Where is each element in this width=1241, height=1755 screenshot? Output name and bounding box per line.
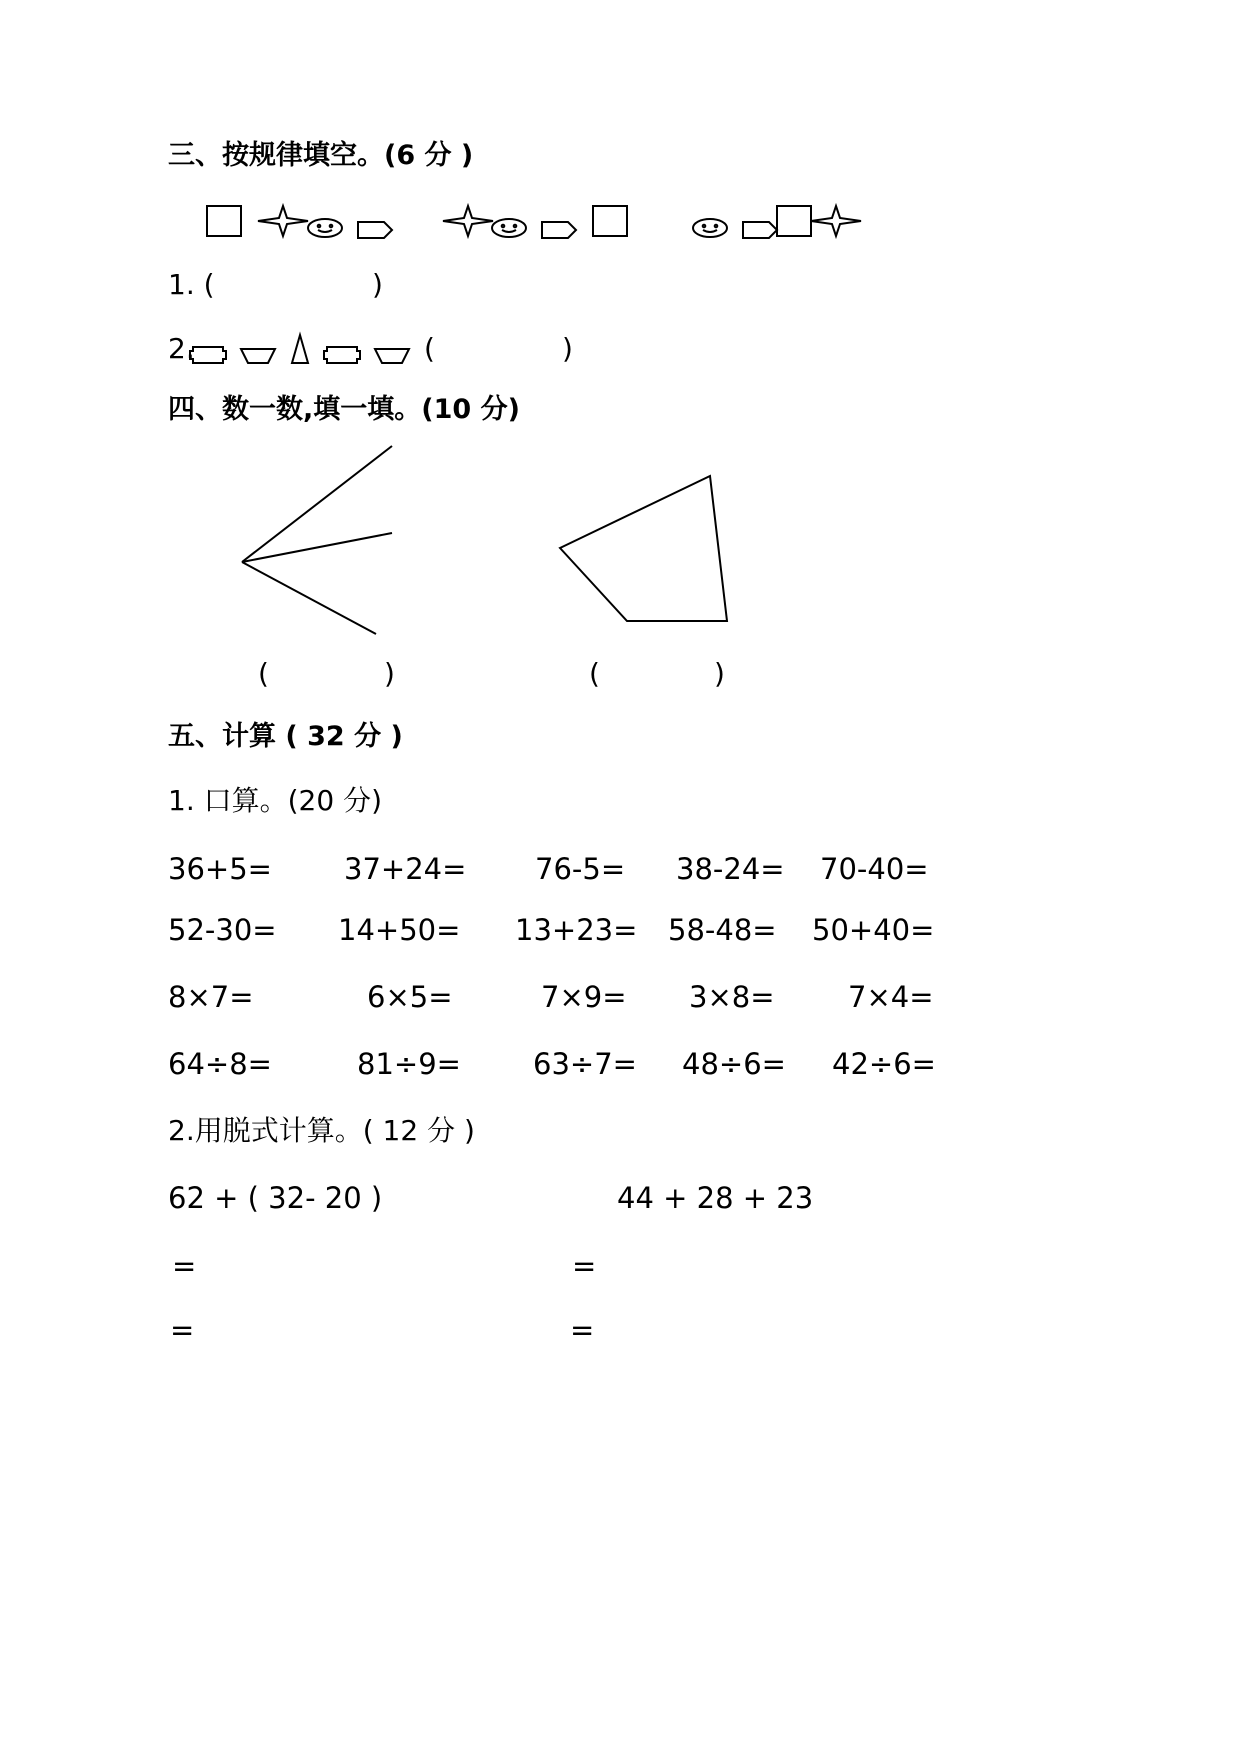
oral-problem: 50+40= [812, 913, 935, 947]
section3-title: 三、按规律填空。(6 分 ) [168, 140, 474, 171]
stepwise-problem: 62 + ( 32- 20 ) [168, 1181, 383, 1215]
answer1-close-paren: ) [384, 657, 395, 690]
smiley-ellipse-icon [307, 218, 343, 238]
q2-label: 2. [168, 332, 195, 365]
answer2-close-paren: ) [714, 657, 725, 690]
four-point-star-icon [442, 205, 494, 237]
oral-problem: 63÷7= [533, 1047, 637, 1081]
oral-problem: 38-24= [676, 852, 785, 886]
oral-problem: 37+24= [344, 852, 467, 886]
q1-label: 1. ( [168, 268, 215, 301]
oral-problem: 7×9= [541, 980, 627, 1014]
pentagon-arrow-icon [357, 221, 393, 239]
q2-open-paren: ( [424, 332, 435, 365]
oral-problem: 7×4= [848, 980, 934, 1014]
oral-problem: 52-30= [168, 913, 277, 947]
oral-problem: 58-48= [668, 913, 777, 947]
oral-calc-title: 1. 口算。(20 分) [168, 784, 382, 817]
answer2-open-paren: ( [589, 657, 600, 690]
four-point-star-icon [257, 205, 309, 237]
angle-rays-figure [230, 440, 400, 640]
q1-close-paren: ) [372, 268, 383, 301]
oral-problem: 3×8= [689, 980, 775, 1014]
oral-problem: 14+50= [338, 913, 461, 947]
square-icon [776, 205, 812, 237]
equals-step: = [172, 1249, 197, 1283]
four-point-star-icon [810, 205, 862, 237]
section5-title: 五、计算 ( 32 分 ) [168, 721, 403, 752]
section4-title: 四、数一数,填一填。(10 分) [168, 394, 520, 425]
square-icon [206, 205, 242, 237]
equals-step: = [572, 1249, 597, 1283]
oral-problem: 64÷8= [168, 1047, 272, 1081]
oral-problem: 42÷6= [832, 1047, 936, 1081]
square-icon [592, 205, 628, 237]
oral-problem: 70-40= [820, 852, 929, 886]
oral-problem: 8×7= [168, 980, 254, 1014]
stepwise-calc-title: 2.用脱式计算。( 12 分 ) [168, 1114, 475, 1147]
oral-problem: 81÷9= [357, 1047, 461, 1081]
oral-problem: 76-5= [535, 852, 626, 886]
oral-problem: 13+23= [515, 913, 638, 947]
stepwise-problem: 44 + 28 + 23 [617, 1181, 814, 1215]
equals-step: = [170, 1313, 195, 1347]
q2-close-paren: ) [562, 332, 573, 365]
oral-problem: 36+5= [168, 852, 272, 886]
oral-problem: 48÷6= [682, 1047, 786, 1081]
pentagon-arrow-icon [742, 221, 778, 239]
answer1-open-paren: ( [258, 657, 269, 690]
oral-problem: 6×5= [367, 980, 453, 1014]
pentagon-arrow-icon [541, 221, 577, 239]
smiley-ellipse-icon [491, 218, 527, 238]
trapezoid-icon [240, 348, 276, 364]
notched-rect-icon [323, 346, 361, 364]
triangle-icon [291, 334, 309, 364]
smiley-ellipse-icon [692, 218, 728, 238]
equals-step: = [570, 1313, 595, 1347]
quadrilateral-figure [552, 470, 737, 630]
notched-rect-icon [189, 346, 227, 364]
trapezoid-icon [374, 348, 410, 364]
